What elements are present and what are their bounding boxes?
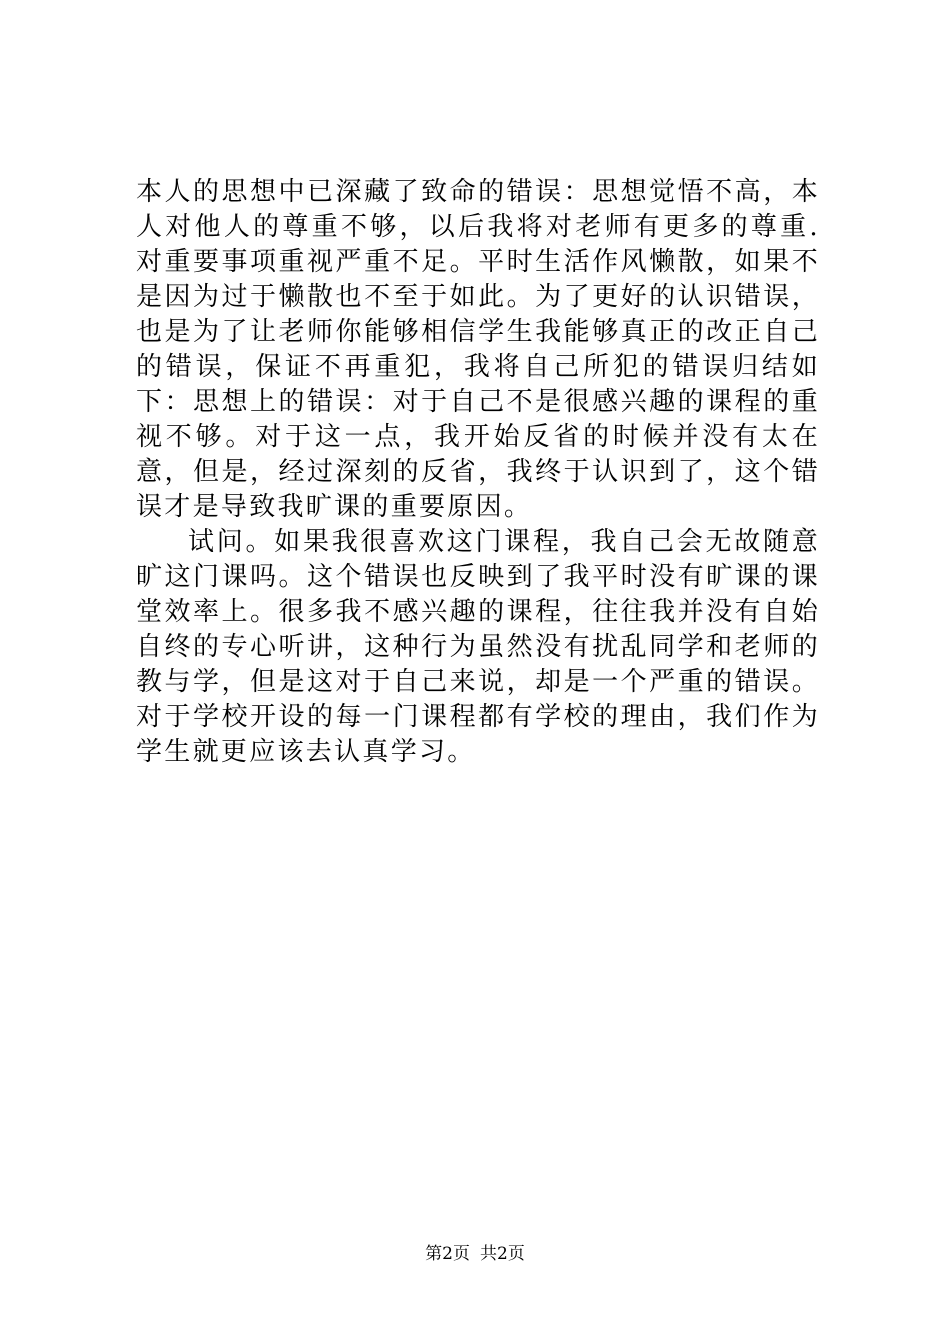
paragraph-1: 本人的思想中已深藏了致命的错误：思想觉悟不高，本人对他人的尊重不够，以后我将对老师有更多的尊重.对重要事项重视严重不足。平时生活作风懒散，如果不是因为过于懒散也不至于如此。为了更好的认识错误，也是为了让老师你能够相信学生我能够真正的改正自己的错误，保证不再重犯，我将自己所犯的错误归结如下：思想上的错误：对于自己不是很感兴趣的课程的重视不够。对于这一点，我开始反省的时候并没有太在意，但是，经过深刻的反省，我终于认识到了，这个错误才是导致我旷课的重要原因。 <box>136 177 820 522</box>
paragraph-2: 试问。如果我很喜欢这门课程，我自己会无故随意旷这门课吗。这个错误也反映到了我平时没有旷课的课堂效率上。很多我不感兴趣的课程，往往我并没有自始自终的专心听讲，这种行为虽然没有扰乱同学和老师的教与学，但是这对于自己来说，却是一个严重的错误。对于学校开设的每一门课程都有学校的理由，我们作为学生就更应该去认真学习。 <box>136 527 820 767</box>
page-number-total: 共2页 <box>480 1244 525 1264</box>
document-body <box>136 175 820 770</box>
page-number-current: 第2页 <box>425 1244 470 1264</box>
page-footer <box>0 1243 950 1265</box>
